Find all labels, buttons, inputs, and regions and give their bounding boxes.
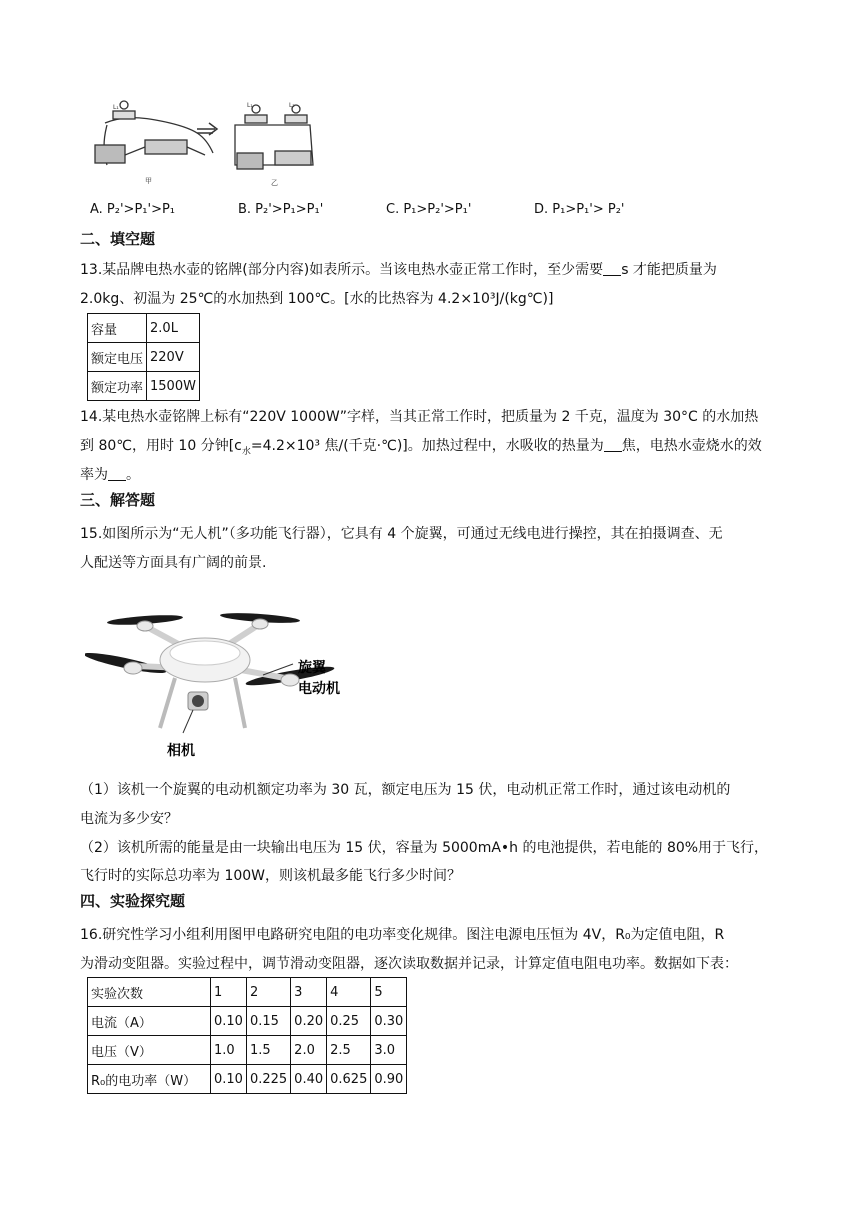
table-row bbox=[88, 314, 200, 343]
arrow-right-icon bbox=[197, 123, 217, 135]
drone-label-rotor: 旋翼 bbox=[298, 660, 326, 676]
q13-text-a: 13.某品牌电热水壶的铭牌(部分内容)如表所示。当该电热水壶正常工作时，至少需要 bbox=[80, 262, 604, 278]
q14-blank-1 bbox=[604, 437, 622, 452]
table-cell: 4 bbox=[327, 978, 371, 1007]
table-cell: 0.225 bbox=[246, 1065, 290, 1094]
table-row bbox=[88, 1065, 407, 1094]
q16-data-table bbox=[87, 977, 407, 1094]
drone-label-motor: 电动机 bbox=[298, 681, 340, 697]
table-cell: 0.20 bbox=[291, 1007, 327, 1036]
table-row bbox=[88, 1007, 407, 1036]
q14-text-d: 率为 bbox=[80, 467, 108, 483]
q13-line2: 2.0kg、初温为 25℃的水加热到 100℃。[水的比热容为 4.2×10³J/(kg℃)] bbox=[80, 291, 554, 307]
q14-text-e: 。 bbox=[126, 467, 140, 483]
table-cell: 0.10 bbox=[211, 1007, 247, 1036]
q14-line2 bbox=[80, 432, 762, 467]
section-title-experiment: 四、实验探究题 bbox=[80, 892, 186, 910]
table-cell: 1.0 bbox=[211, 1036, 247, 1065]
bulb-label-left: L₁ bbox=[113, 104, 119, 111]
circuit-right bbox=[235, 105, 313, 169]
q13-blank bbox=[603, 261, 621, 276]
table-row bbox=[88, 1036, 407, 1065]
figure-label-left: 甲 bbox=[145, 177, 152, 185]
q16-line1: 16.研究性学习小组利用图甲电路研究电阻的电功率变化规律。图注电源电压恒为 4V，R₀为定值电阻，R bbox=[80, 927, 725, 943]
q12-option-b: B. P₂'>P₁>P₁' bbox=[238, 202, 324, 217]
q12-option-d: D. P₁>P₁'> P₂' bbox=[534, 202, 625, 217]
bulb1-label-right: L₁ bbox=[247, 102, 253, 109]
q14-text-b: =4.2×10³ 焦/(千克·℃)]。加热过程中，水吸收的热量为 bbox=[250, 438, 604, 454]
table-cell: 3 bbox=[291, 978, 327, 1007]
table-cell: 0.40 bbox=[291, 1065, 327, 1094]
q14-line1: 14.某电热水壶铭牌上标有“220V 1000W”字样，当其正常工作时，把质量为 2 千克，温度为 30°C 的水加热 bbox=[80, 409, 759, 425]
table-cell: 0.10 bbox=[211, 1065, 247, 1094]
circuit-figure bbox=[85, 95, 325, 195]
figure-label-right: 乙 bbox=[271, 179, 278, 187]
table-cell: 0.30 bbox=[371, 1007, 407, 1036]
table-cell: 实验次数 bbox=[88, 978, 211, 1007]
table-row bbox=[88, 372, 200, 401]
q14-text-c: 焦，电热水壶烧水的效 bbox=[621, 438, 762, 454]
q15-line1: 15.如图所示为“无人机”（多功能飞行器），它具有 4 个旋翼，可通过无线电进行操控，其在拍摄调查、无 bbox=[80, 526, 723, 542]
table-cell: 2.5 bbox=[327, 1036, 371, 1065]
table-row bbox=[88, 343, 200, 372]
section-title-answer: 三、解答题 bbox=[80, 491, 156, 509]
q13-nameplate-table bbox=[87, 313, 200, 401]
table-cell: 电压（V） bbox=[88, 1036, 211, 1065]
table-cell: 额定功率 bbox=[88, 372, 147, 401]
q14-line3 bbox=[80, 461, 140, 490]
table-cell: 0.15 bbox=[246, 1007, 290, 1036]
q14-sub: 水 bbox=[241, 446, 251, 457]
q15-sub1-line1: （1）该机一个旋翼的电动机额定功率为 30 瓦，额定电压为 15 伏，电动机正常工作时，通过该电动机的 bbox=[80, 782, 731, 798]
q14-text-a: 到 80℃，用时 10 分钟[c bbox=[80, 438, 242, 454]
q15-sub1-line2: 电流为多少安？ bbox=[80, 811, 178, 827]
section-title-fill-in: 二、填空题 bbox=[80, 230, 156, 248]
table-cell: 0.625 bbox=[327, 1065, 371, 1094]
q15-sub2-line2: 飞行时的实际总功率为 100W，则该机最多能飞行多少时间？ bbox=[80, 868, 462, 884]
table-cell: 1 bbox=[211, 978, 247, 1007]
table-cell: 1500W bbox=[147, 372, 200, 401]
table-cell: 0.25 bbox=[327, 1007, 371, 1036]
bulb2-label-right: L₂ bbox=[289, 102, 295, 109]
table-cell: 2.0 bbox=[291, 1036, 327, 1065]
q16-line2: 为滑动变阻器。实验过程中，调节滑动变阻器，逐次读取数据并记录，计算定值电阻电功率。数据如下表： bbox=[80, 956, 738, 972]
circuit-diagrams bbox=[85, 95, 325, 195]
table-cell: 电流（A） bbox=[88, 1007, 211, 1036]
drone-label-camera: 相机 bbox=[167, 743, 195, 759]
table-cell: 2 bbox=[246, 978, 290, 1007]
table-cell: 220V bbox=[147, 343, 200, 372]
q15-sub2-line1: （2）该机所需的能量是由一块输出电压为 15 伏，容量为 5000mA•h 的电池提供，若电能的 80%用于飞行， bbox=[80, 840, 769, 856]
table-cell: 3.0 bbox=[371, 1036, 407, 1065]
drone-figure bbox=[85, 598, 365, 766]
table-cell: 容量 bbox=[88, 314, 147, 343]
table-row bbox=[88, 978, 407, 1007]
table-cell: 额定电压 bbox=[88, 343, 147, 372]
q12-option-a: A. P₂'>P₁'>P₁ bbox=[90, 202, 176, 217]
q12-option-c: C. P₁>P₂'>P₁' bbox=[386, 202, 472, 217]
q14-blank-2 bbox=[108, 466, 126, 481]
q13-text-b: s 才能把质量为 bbox=[621, 262, 717, 278]
table-cell: R₀的电功率（W） bbox=[88, 1065, 211, 1094]
drone-illustration bbox=[85, 598, 365, 766]
table-cell: 5 bbox=[371, 978, 407, 1007]
q15-line2: 人配送等方面具有广阔的前景. bbox=[80, 555, 267, 571]
table-cell: 2.0L bbox=[147, 314, 200, 343]
table-cell: 1.5 bbox=[246, 1036, 290, 1065]
q13-line1 bbox=[80, 256, 717, 285]
table-cell: 0.90 bbox=[371, 1065, 407, 1094]
